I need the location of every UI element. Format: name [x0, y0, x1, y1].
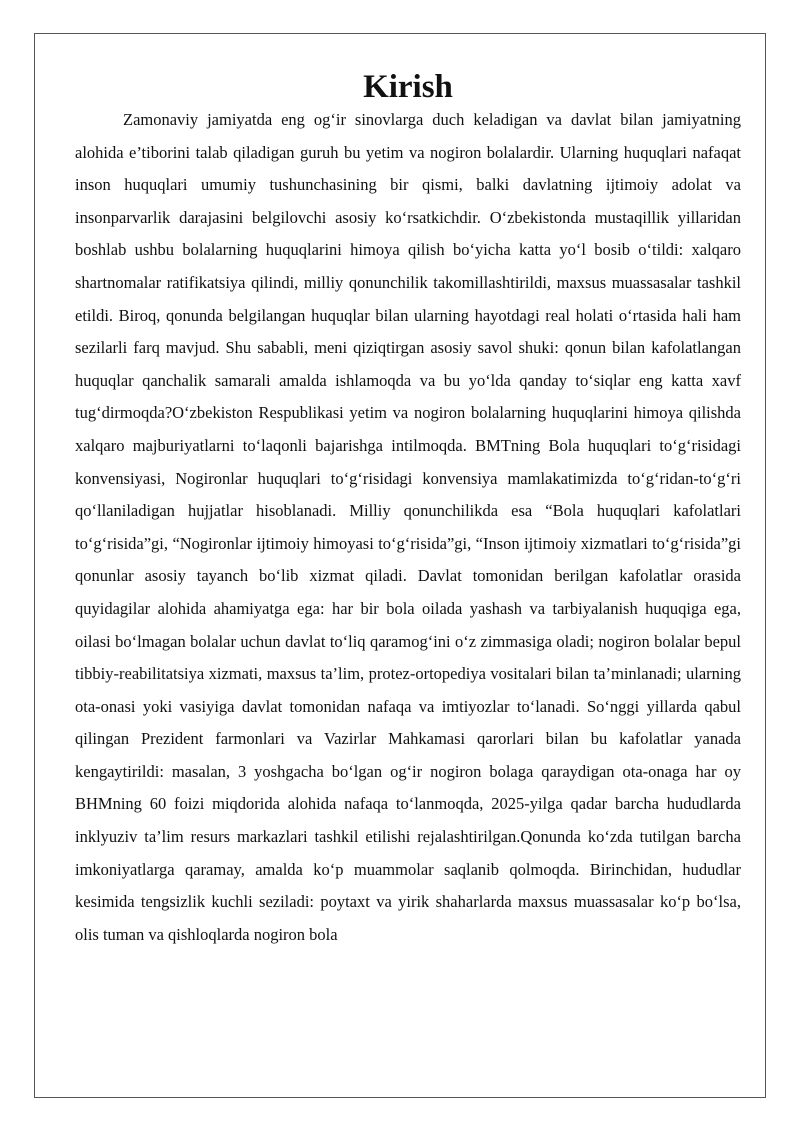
document-body: [75, 69, 741, 951]
body-paragraph: Zamonaviy jamiyatda eng og‘ir sinovlarga duch keladigan va davlat bilan jamiyatning alohida e’tiborini talab qiladigan guruh bu yetim va nogiron bolalardir. Ularning huquqlari nafaqat inson huquqlari umumiy tushunchasining bir qismi, balki davlatning ijtimoiy adolat va insonparvarlik darajasini belgilovchi asosiy ko‘rsatkichdir. O‘zbekistonda mustaqillik yillaridan boshlab ushbu bolalarning huquqlarini himoya qilish bo‘yicha katta yo‘l bosib o‘tildi: xalqaro shartnomalar ratifikatsiya qilindi, milliy qonunchilik takomillashtirildi, maxsus muassasalar tashkil etildi. Biroq, qonunda belgilangan huquqlar bilan ularning hayotdagi real holati o‘rtasida hali ham sezilarli farq mavjud. Shu sababli, meni qiziqtirgan asosiy savol shuki: qonun bilan kafolatlangan huquqlar qanchalik samarali amalda ishlamoqda va bu yo‘lda qanday to‘siqlar eng katta xavf tug‘dirmoqda?O‘zbekiston Respublikasi yetim va nogiron bolalarning huquqlarini himoya qilishda xalqaro majburiyatlarni to‘laqonli bajarishga intilmoqda. BMTning Bola huquqlari to‘g‘risidagi konvensiyasi, Nogironlar huquqlari to‘g‘risidagi konvensiya mamlakatimizda to‘g‘ridan-to‘g‘ri qo‘llaniladigan hujjatlar hisoblanadi. Milliy qonunchilikda esa “Bola huquqlari kafolatlari to‘g‘risida”gi, “Nogironlar ijtimoiy himoyasi to‘g‘risida”gi, “Inson ijtimoiy xizmatlari to‘g‘risida”gi qonunlar asosiy tayanch bo‘lib xizmat qiladi. Davlat tomonidan berilgan kafolatlar orasida quyidagilar alohida ahamiyatga ega: har bir bola oilada yashash va tarbiyalanish huquqiga ega, oilasi bo‘lmagan bolalar uchun davlat to‘liq qaramog‘ini o‘z zimmasiga oladi; nogiron bolalar bepul tibbiy-reabilitatsiya xizmati, maxsus ta’lim, protez-ortopediya vositalari bilan ta’minlanadi; ularning ota-onasi yoki vasiyiga davlat tomonidan nafaqa va imtiyozlar to‘lanadi. So‘nggi yillarda qabul qilingan Prezident farmonlari va Vazirlar Mahkamasi qarorlari bilan bu kafolatlar yanada kengaytirildi: masalan, 3 yoshgacha bo‘lgan og‘ir nogiron bolaga qaraydigan ota-onaga har oy BHMning 60 foizi miqdorida alohida nafaqa to‘lanmoqda, 2025-yilga qadar barcha hududlarda inklyuziv ta’lim resurs markazlari tashkil etilishi rejalashtirilgan.Qonunda ko‘zda tutilgan barcha imkoniyatlarga qaramay, amalda ko‘p muammolar saqlanib qolmoqda. Birinchidan, hududlar kesimida tengsizlik kuchli seziladi: poytaxt va yirik shaharlarda maxsus muassasalar ko‘p bo‘lsa, olis tuman va qishloqlarda nogiron bola: [75, 110, 741, 944]
document-title: Kirish: [363, 69, 453, 105]
